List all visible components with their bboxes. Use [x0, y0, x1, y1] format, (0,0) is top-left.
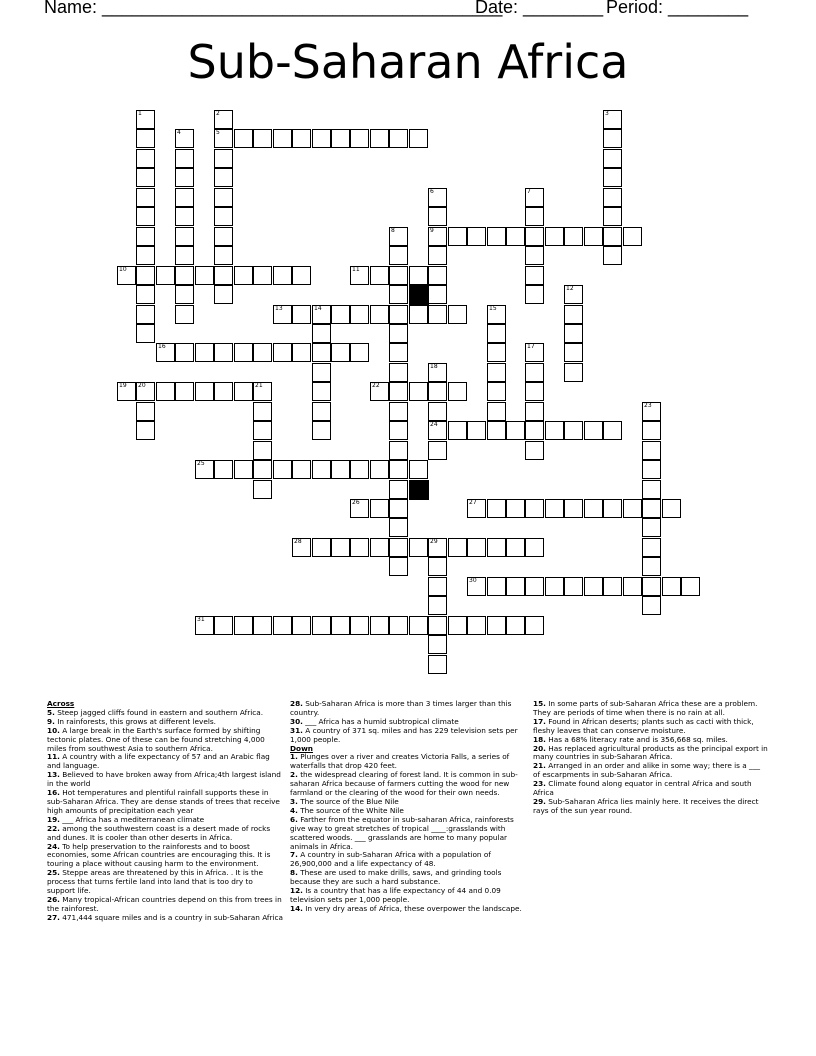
grid-cell[interactable]: [506, 538, 525, 557]
grid-cell[interactable]: [525, 538, 544, 557]
grid-cell[interactable]: [234, 266, 253, 285]
grid-cell[interactable]: [195, 266, 214, 285]
clue-number-11: 11: [352, 266, 360, 273]
clue-number-1: 1: [138, 110, 142, 117]
grid-cell[interactable]: [214, 285, 233, 304]
grid-cell[interactable]: [428, 655, 447, 674]
grid-cell[interactable]: [389, 363, 408, 382]
grid-cell[interactable]: [214, 207, 233, 226]
grid-cell[interactable]: [545, 227, 564, 246]
grid-cell[interactable]: [214, 168, 233, 187]
clue-across-19: 19. ___ Africa has a mediterranean climate: [47, 814, 205, 824]
grid-cell[interactable]: [603, 129, 622, 148]
clue-number-2: 2: [216, 110, 220, 117]
grid-cell[interactable]: [428, 382, 447, 401]
grid-cell[interactable]: [175, 343, 194, 362]
grid-cell[interactable]: [214, 246, 233, 265]
clue-down-29: 29. Sub-Saharan Africa lies mainly here. It receives the direct rays of the sun year round.: [533, 796, 759, 815]
grid-cell[interactable]: [681, 577, 700, 596]
grid-cell[interactable]: [623, 577, 642, 596]
clue-number-5: 5: [216, 129, 220, 136]
grid-cell[interactable]: [195, 382, 214, 401]
clues-column-2: [290, 700, 526, 914]
grid-cell[interactable]: [487, 363, 506, 382]
grid-cell[interactable]: [642, 460, 661, 479]
grid-cell[interactable]: [350, 616, 369, 635]
grid-cell[interactable]: [312, 616, 331, 635]
clue-across-22: 22. among the southwestern coast is a desert made of rocks and dunes. It is cooler than other deserts in Africa.: [47, 823, 271, 842]
grid-cell[interactable]: [136, 207, 155, 226]
grid-cell[interactable]: [234, 460, 253, 479]
grid-cell[interactable]: [370, 616, 389, 635]
grid-cell[interactable]: [136, 227, 155, 246]
grid-cell[interactable]: [428, 266, 447, 285]
grid-cell[interactable]: [487, 343, 506, 362]
grid-cell[interactable]: [331, 129, 350, 148]
clue-down-14: 14. In very dry areas of Africa, these overpower the landscape.: [290, 903, 522, 913]
grid-cell[interactable]: [409, 460, 428, 479]
grid-cell[interactable]: [389, 266, 408, 285]
grid-cell[interactable]: [175, 285, 194, 304]
grid-cell[interactable]: [389, 246, 408, 265]
grid-cell[interactable]: [506, 227, 525, 246]
grid-cell[interactable]: [389, 421, 408, 440]
grid-cell[interactable]: [389, 441, 408, 460]
grid-cell[interactable]: [156, 382, 175, 401]
grid-cell[interactable]: [370, 129, 389, 148]
grid-cell[interactable]: [253, 441, 272, 460]
clue-number-16: 16: [158, 343, 166, 350]
grid-cell[interactable]: [234, 382, 253, 401]
grid-cell[interactable]: [428, 557, 447, 576]
grid-cell[interactable]: [136, 188, 155, 207]
clue-number-29: 29: [430, 538, 438, 545]
grid-cell[interactable]: [312, 538, 331, 557]
grid-cell[interactable]: [525, 577, 544, 596]
grid-cell[interactable]: [389, 538, 408, 557]
grid-cell[interactable]: [506, 616, 525, 635]
grid-cell[interactable]: [448, 538, 467, 557]
clue-across-10: 10. A large break in the Earth's surface formed by shifting tectonic plates. One of these can be found stretching 4,000 miles from southwest Asia to southern Africa.: [47, 725, 265, 753]
grid-cell[interactable]: [214, 382, 233, 401]
grid-cell[interactable]: [312, 421, 331, 440]
grid-cell[interactable]: [662, 577, 681, 596]
grid-cell[interactable]: [312, 324, 331, 343]
grid-cell[interactable]: [175, 266, 194, 285]
clues-column-3: [533, 700, 769, 816]
grid-cell[interactable]: [175, 227, 194, 246]
grid-cell[interactable]: [370, 499, 389, 518]
grid-cell[interactable]: [389, 305, 408, 324]
clue-number-13: 13: [275, 305, 283, 312]
grid-cell[interactable]: [525, 363, 544, 382]
grid-cell[interactable]: [350, 129, 369, 148]
grid-cell[interactable]: [525, 421, 544, 440]
clue-down-1: 1. Plunges over a river and creates Victoria Falls, a series of waterfalls that drop 420 feet.: [290, 752, 510, 771]
clues-column-1: [47, 700, 283, 923]
grid-cell[interactable]: [642, 441, 661, 460]
grid-cell[interactable]: [642, 596, 661, 615]
date-field[interactable]: Date: ________: [475, 0, 604, 17]
grid-cell[interactable]: [370, 538, 389, 557]
grid-cell[interactable]: [409, 129, 428, 148]
grid-cell[interactable]: [292, 343, 311, 362]
clue-down-18: 18. Has a 68% literacy rate and is 356,668 sq. miles.: [533, 734, 728, 744]
grid-cell[interactable]: [370, 460, 389, 479]
grid-cell[interactable]: [603, 421, 622, 440]
clue-number-21: 21: [255, 382, 263, 389]
grid-cell[interactable]: [136, 246, 155, 265]
grid-cell[interactable]: [312, 382, 331, 401]
grid-cell[interactable]: [428, 596, 447, 615]
grid-cell[interactable]: [175, 188, 194, 207]
grid-cell[interactable]: [545, 499, 564, 518]
period-field[interactable]: Period: ________: [606, 0, 749, 17]
grid-cell[interactable]: [312, 343, 331, 362]
grid-cell[interactable]: [409, 538, 428, 557]
grid-cell[interactable]: [487, 499, 506, 518]
grid-cell[interactable]: [487, 421, 506, 440]
grid-cell[interactable]: [525, 207, 544, 226]
grid-cell[interactable]: [525, 285, 544, 304]
grid-cell[interactable]: [234, 343, 253, 362]
grid-cell[interactable]: [564, 227, 583, 246]
clue-down-2: 2. the widespread clearing of forest land. It is common in sub-saharan Africa because of farmers cutting the wood for new farmland or the clearing of the wood for their own needs.: [290, 770, 518, 798]
grid-cell[interactable]: [642, 421, 661, 440]
clue-number-9: 9: [430, 227, 434, 234]
grid-cell[interactable]: [428, 207, 447, 226]
grid-cell[interactable]: [350, 538, 369, 557]
clue-across-5: 5. Steep jagged cliffs found in eastern and southern Africa.: [47, 707, 264, 717]
clue-number-7: 7: [527, 188, 531, 195]
clue-across-11: 11. A country with a life expectancy of 57 and an Arabic flag and language.: [47, 752, 270, 771]
grid-cell[interactable]: [467, 538, 486, 557]
grid-cell[interactable]: [564, 577, 583, 596]
grid-cell[interactable]: [564, 305, 583, 324]
grid-cell[interactable]: [175, 207, 194, 226]
grid-cell[interactable]: [350, 305, 369, 324]
clue-across-27: 27. 471,444 square miles and is a country in sub-Saharan Africa: [47, 912, 284, 922]
grid-cell[interactable]: [312, 363, 331, 382]
black-square: [409, 285, 429, 305]
grid-cell[interactable]: [253, 343, 272, 362]
grid-cell[interactable]: [331, 538, 350, 557]
grid-cell[interactable]: [389, 382, 408, 401]
grid-cell[interactable]: [136, 402, 155, 421]
grid-cell[interactable]: [389, 285, 408, 304]
grid-cell[interactable]: [584, 499, 603, 518]
clue-across-26: 26. Many tropical-African countries depend on this from trees in the rainforest.: [47, 894, 282, 913]
clue-across-25: 25. Steppe areas are threatened by this in Africa. . It is the process that turns fertile land into land that is too dry to support life.: [47, 868, 263, 896]
grid-cell[interactable]: [214, 188, 233, 207]
clue-number-24: 24: [430, 421, 438, 428]
grid-cell[interactable]: [409, 266, 428, 285]
grid-cell[interactable]: [389, 499, 408, 518]
grid-cell[interactable]: [175, 246, 194, 265]
clue-down-23: 23. Climate found along equator in central Africa and south Africa: [533, 779, 752, 798]
grid-cell[interactable]: [642, 557, 661, 576]
grid-cell[interactable]: [136, 324, 155, 343]
grid-cell[interactable]: [467, 421, 486, 440]
grid-cell[interactable]: [448, 421, 467, 440]
grid-cell[interactable]: [389, 518, 408, 537]
clue-number-6: 6: [430, 188, 434, 195]
name-field[interactable]: Name: ________________________________________: [44, 0, 503, 17]
grid-cell[interactable]: [156, 266, 175, 285]
grid-cell[interactable]: [273, 616, 292, 635]
grid-cell[interactable]: [136, 266, 155, 285]
grid-cell[interactable]: [312, 129, 331, 148]
grid-cell[interactable]: [175, 149, 194, 168]
grid-cell[interactable]: [253, 402, 272, 421]
grid-cell[interactable]: [175, 382, 194, 401]
grid-cell[interactable]: [487, 616, 506, 635]
grid-cell[interactable]: [428, 577, 447, 596]
clue-across-28: 28. Sub-Saharan Africa is more than 3 times larger than this country.: [290, 699, 512, 717]
grid-cell[interactable]: [136, 168, 155, 187]
grid-cell[interactable]: [428, 285, 447, 304]
clue-across-31: 31. A country of 371 sq. miles and has 229 television sets per 1,000 people.: [290, 725, 518, 744]
grid-cell[interactable]: [136, 149, 155, 168]
grid-cell[interactable]: [487, 324, 506, 343]
grid-cell[interactable]: [389, 129, 408, 148]
grid-cell[interactable]: [370, 266, 389, 285]
grid-cell[interactable]: [389, 460, 408, 479]
grid-cell[interactable]: [136, 285, 155, 304]
grid-cell[interactable]: [564, 499, 583, 518]
grid-cell[interactable]: [273, 129, 292, 148]
clue-across-16: 16. Hot temperatures and plentiful rainfall supports these in sub-Saharan Africa. They are dense stands of trees that receive high amounts of precipitation each year: [47, 788, 280, 815]
clue-across-30: 30. ___ Africa has a humid subtropical climate: [290, 716, 459, 726]
grid-cell[interactable]: [525, 246, 544, 265]
grid-cell[interactable]: [487, 227, 506, 246]
clue-down-21: 21. Arranged in an order and alike in some way; there is a ___ of escarpments in sub-Saharan Africa.: [533, 761, 761, 780]
grid-cell[interactable]: [525, 402, 544, 421]
grid-cell[interactable]: [564, 343, 583, 362]
clue-number-15: 15: [489, 305, 497, 312]
grid-cell[interactable]: [428, 441, 447, 460]
grid-cell[interactable]: [253, 460, 272, 479]
grid-cell[interactable]: [273, 266, 292, 285]
grid-cell[interactable]: [214, 343, 233, 362]
grid-cell[interactable]: [448, 616, 467, 635]
clue-down-7: 7. A country in sub-Saharan Africa with a population of 26,900,000 and a life expectancy of 48.: [290, 850, 491, 869]
grid-cell[interactable]: [448, 227, 467, 246]
clue-number-26: 26: [352, 499, 360, 506]
grid-cell[interactable]: [389, 343, 408, 362]
grid-cell[interactable]: [253, 266, 272, 285]
down-heading: Down: [290, 743, 314, 753]
grid-cell[interactable]: [525, 499, 544, 518]
grid-cell[interactable]: [603, 149, 622, 168]
grid-cell[interactable]: [487, 577, 506, 596]
clue-down-3: 3. The source of the Blue Nile: [290, 796, 399, 806]
across-heading: Across: [47, 699, 75, 708]
grid-cell[interactable]: [292, 460, 311, 479]
grid-cell[interactable]: [623, 227, 642, 246]
grid-cell[interactable]: [564, 324, 583, 343]
grid-cell[interactable]: [428, 635, 447, 654]
grid-cell[interactable]: [642, 499, 661, 518]
clue-down-8: 8. These are used to make drills, saws, and grinding tools because they are such a hard substance.: [290, 868, 502, 887]
grid-cell[interactable]: [506, 577, 525, 596]
grid-cell[interactable]: [603, 207, 622, 226]
grid-cell[interactable]: [331, 343, 350, 362]
grid-cell[interactable]: [428, 402, 447, 421]
grid-cell[interactable]: [253, 421, 272, 440]
grid-cell[interactable]: [331, 616, 350, 635]
grid-cell[interactable]: [370, 305, 389, 324]
grid-cell[interactable]: [623, 499, 642, 518]
clue-number-3: 3: [605, 110, 609, 117]
grid-cell[interactable]: [292, 305, 311, 324]
grid-cell[interactable]: [428, 305, 447, 324]
grid-cell[interactable]: [584, 577, 603, 596]
grid-cell[interactable]: [642, 480, 661, 499]
clue-number-14: 14: [314, 305, 322, 312]
grid-cell[interactable]: [273, 460, 292, 479]
grid-cell[interactable]: [195, 343, 214, 362]
clue-across-9: 9. In rainforests, this grows at different levels.: [47, 716, 216, 726]
grid-cell[interactable]: [564, 363, 583, 382]
grid-cell[interactable]: [331, 460, 350, 479]
clue-number-19: 19: [119, 382, 127, 389]
grid-cell[interactable]: [603, 246, 622, 265]
grid-cell[interactable]: [603, 168, 622, 187]
grid-cell[interactable]: [175, 305, 194, 324]
grid-cell[interactable]: [292, 616, 311, 635]
grid-cell[interactable]: [136, 129, 155, 148]
grid-cell[interactable]: [487, 402, 506, 421]
clue-number-28: 28: [294, 538, 302, 545]
grid-cell[interactable]: [312, 460, 331, 479]
clue-number-4: 4: [177, 129, 181, 136]
clue-number-8: 8: [391, 227, 395, 234]
grid-cell[interactable]: [253, 480, 272, 499]
grid-cell[interactable]: [506, 421, 525, 440]
page-title: Sub-Saharan Africa: [187, 35, 629, 89]
grid-cell[interactable]: [506, 499, 525, 518]
clue-number-10: 10: [119, 266, 127, 273]
clue-number-27: 27: [469, 499, 477, 506]
grid-cell[interactable]: [312, 402, 331, 421]
grid-cell[interactable]: [389, 480, 408, 499]
grid-cell[interactable]: [603, 499, 622, 518]
grid-cell[interactable]: [428, 616, 447, 635]
grid-cell[interactable]: [234, 129, 253, 148]
grid-cell[interactable]: [545, 421, 564, 440]
grid-cell[interactable]: [448, 305, 467, 324]
grid-cell[interactable]: [292, 129, 311, 148]
grid-cell[interactable]: [467, 616, 486, 635]
grid-cell[interactable]: [409, 382, 428, 401]
grid-cell[interactable]: [584, 227, 603, 246]
clue-down-6: 6. Farther from the equator in sub-saharan Africa, rainforests give way to great stretches of tropical ____:grasslands with scattered woods. ___ grasslands are home to many popular animals in Africa.: [290, 814, 514, 851]
grid-cell[interactable]: [350, 343, 369, 362]
grid-cell[interactable]: [214, 616, 233, 635]
grid-cell[interactable]: [273, 343, 292, 362]
grid-cell[interactable]: [253, 616, 272, 635]
clue-number-22: 22: [372, 382, 380, 389]
grid-cell[interactable]: [409, 305, 428, 324]
grid-cell[interactable]: [448, 382, 467, 401]
grid-cell[interactable]: [350, 460, 369, 479]
grid-cell[interactable]: [214, 266, 233, 285]
grid-cell[interactable]: [525, 227, 544, 246]
grid-cell[interactable]: [409, 616, 428, 635]
grid-cell[interactable]: [545, 577, 564, 596]
grid-cell[interactable]: [642, 538, 661, 557]
clue-down-12: 12. Is a country that has a life expectancy of 44 and 0.09 television sets per 1,000 people.: [290, 886, 501, 904]
grid-cell[interactable]: [428, 246, 447, 265]
grid-cell[interactable]: [487, 382, 506, 401]
clue-number-25: 25: [197, 460, 205, 467]
grid-cell[interactable]: [564, 421, 583, 440]
grid-cell[interactable]: [525, 266, 544, 285]
grid-cell[interactable]: [662, 499, 681, 518]
clue-down-20: 20. Has replaced agricultural products as the principal export in many countries in sub-Saharan Africa.: [533, 743, 768, 762]
grid-cell[interactable]: [525, 616, 544, 635]
grid-cell[interactable]: [136, 421, 155, 440]
grid-cell[interactable]: [642, 577, 661, 596]
black-square: [409, 480, 429, 500]
grid-cell[interactable]: [487, 538, 506, 557]
grid-cell[interactable]: [642, 518, 661, 537]
clue-across-24: 24. To help preservation to the rainforests and to boost economies, some African countries are encouraging this. It is touring a place without causing harm to the environment.: [47, 841, 271, 869]
grid-cell[interactable]: [214, 149, 233, 168]
grid-cell[interactable]: [389, 402, 408, 421]
clue-number-12: 12: [566, 285, 574, 292]
grid-cell[interactable]: [389, 324, 408, 343]
grid-cell[interactable]: [467, 227, 486, 246]
clue-number-17: 17: [527, 343, 535, 350]
clue-down-4: 4. The source of the White Nile: [290, 805, 404, 815]
grid-cell[interactable]: [525, 441, 544, 460]
grid-cell[interactable]: [175, 168, 194, 187]
grid-cell[interactable]: [253, 129, 272, 148]
grid-cell[interactable]: [525, 382, 544, 401]
clue-down-15: 15. In some parts of sub-Saharan Africa these are a problem. They are periods of time when there is no rain at all.: [533, 699, 758, 717]
grid-cell[interactable]: [584, 421, 603, 440]
grid-cell[interactable]: [603, 188, 622, 207]
grid-cell[interactable]: [292, 266, 311, 285]
clue-number-18: 18: [430, 363, 438, 370]
grid-cell[interactable]: [389, 616, 408, 635]
clue-down-17: 17. Found in African deserts; plants such as cacti with thick, fleshy leaves that can conserve moisture.: [533, 716, 754, 735]
grid-cell[interactable]: [389, 557, 408, 576]
grid-cell[interactable]: [234, 616, 253, 635]
grid-cell[interactable]: [214, 227, 233, 246]
grid-cell[interactable]: [603, 577, 622, 596]
grid-cell[interactable]: [603, 227, 622, 246]
grid-cell[interactable]: [331, 305, 350, 324]
grid-cell[interactable]: [136, 305, 155, 324]
clue-number-31: 31: [197, 616, 205, 623]
clue-number-30: 30: [469, 577, 477, 584]
grid-cell[interactable]: [214, 460, 233, 479]
clue-number-23: 23: [644, 402, 652, 409]
clue-across-13: 13. Believed to have broken away from Africa;4th largest island in the world: [47, 770, 281, 789]
clue-number-20: 20: [138, 382, 146, 389]
